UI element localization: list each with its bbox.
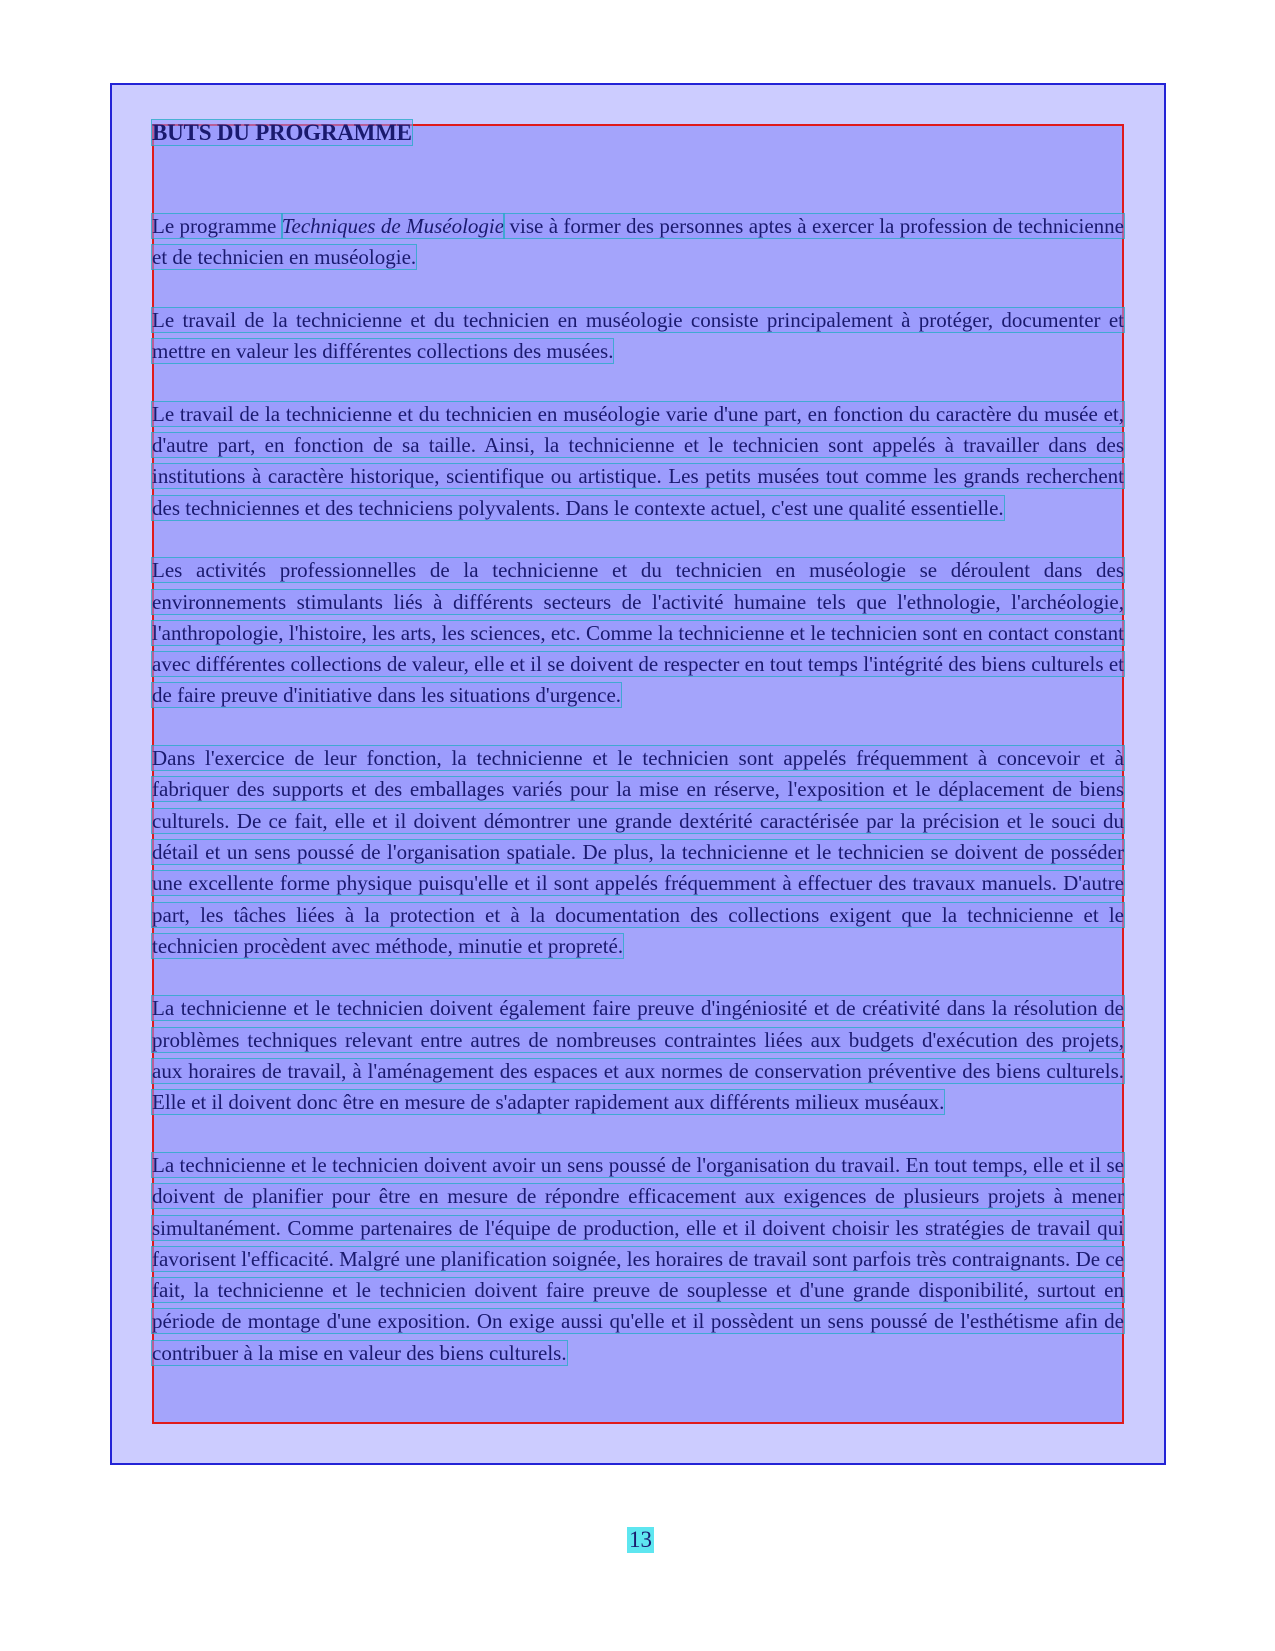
paragraph-7-text: La technicienne et le technicien doivent avoir un sens poussé de l'organisation du travail. En tout temps, elle et il se doivent de planifier pour être en mesure de répondre efficacement aux exigences de plusieurs projets à mener simultanément. Comme partenaires de l'équipe de production, elle et il doivent choisir les stratégies de travail qui favorisent l'efficacité. Malgré une planification soignée, les horaires de travail sont parfois très contraignants. De ce fait, la technicienne et le technicien doivent faire preuve de souplesse et d'une grande disponibilité, surtout en période de montage d'une exposition. On exige aussi qu'elle et il possèdent un sens poussé de l'esthétisme afin de contribuer à la mise en valeur des biens culturels.	[152, 1152, 1124, 1365]
paragraph-2	[152, 305, 1124, 368]
page-number: 13	[629, 1527, 652, 1552]
document-heading	[152, 118, 1124, 148]
paragraph-3	[152, 399, 1124, 524]
paragraph-5	[152, 743, 1124, 962]
paragraph-5-text: Dans l'exercice de leur fonction, la technicienne et le technicien sont appelés fréquemment à concevoir et à fabriquer des supports et des emballages variés pour la mise en réserve, l'exposition et le déplacement de biens culturels. De ce fait, elle et il doivent démontrer une grande dextérité caractérisée par la précision et le souci du détail et un sens poussé de l'organisation spatiale. De plus, la technicienne et le technicien se doivent de posséder une excellente forme physique puisqu'elle et il sont appelés fréquemment à effectuer des travaux manuels. D'autre part, les tâches liées à la protection et à la documentation des collections exigent que la technicienne et le technicien procèdent avec méthode, minutie et propreté.	[152, 746, 1124, 958]
paragraph-7	[152, 1150, 1124, 1369]
paragraph-1-text-before: Le programme	[152, 214, 282, 238]
paragraph-6-text: La technicienne et le technicien doivent également faire preuve d'ingéniosité et de créativité dans la résolution de problèmes techniques relevant entre autres de nombreuses contraintes liées aux budgets d'exécution des projets, aux horaires de travail, à l'aménagement des espaces et aux normes de conservation préventive des biens culturels. Elle et il doivent donc être en mesure de s'adapter rapidement aux différents milieux muséaux.	[152, 996, 1124, 1115]
program-name-italic: Techniques de Muséologie	[281, 214, 505, 238]
paragraph-6	[152, 993, 1124, 1118]
document-body	[152, 118, 1124, 1369]
paragraph-2-text: Le travail de la technicienne et du technicien en muséologie consiste principalement à protéger, documenter et mettre en valeur les différentes collections des musées.	[152, 307, 1124, 364]
paragraph-1	[152, 211, 1124, 274]
paragraph-3-text: Le travail de la technicienne et du technicien en muséologie varie d'une part, en fonction du caractère du musée et, d'autre part, en fonction de sa taille. Ainsi, la technicienne et le technicien sont appelés à travailler dans des institutions à caractère historique, scientifique ou artistique. Les petits musées tout comme les grands recherchent des techniciennes et des techniciens polyvalents. Dans le contexte actuel, c'est une qualité essentielle.	[152, 401, 1124, 520]
heading-text: BUTS DU PROGRAMME	[152, 120, 412, 145]
paragraph-4	[152, 555, 1124, 711]
paragraph-4-text: Les activités professionnelles de la technicienne et du technicien en muséologie se déroulent dans des environnements stimulants liés à différents secteurs de l'activité humaine tels que l'ethnologie, l'archéologie, l'anthropologie, l'histoire, les arts, les sciences, etc. Comme la technicienne et le technicien sont en contact constant avec différentes collections de valeur, elle et il se doivent de respecter en tout temps l'intégrité des biens culturels et de faire preuve d'initiative dans les situations d'urgence.	[152, 558, 1124, 708]
paragraph-1-text-after: vise à former des personnes aptes à exercer la profession de technicienne et de technicien en muséologie.	[152, 214, 1124, 270]
paragraph-1-program-name	[282, 214, 504, 238]
